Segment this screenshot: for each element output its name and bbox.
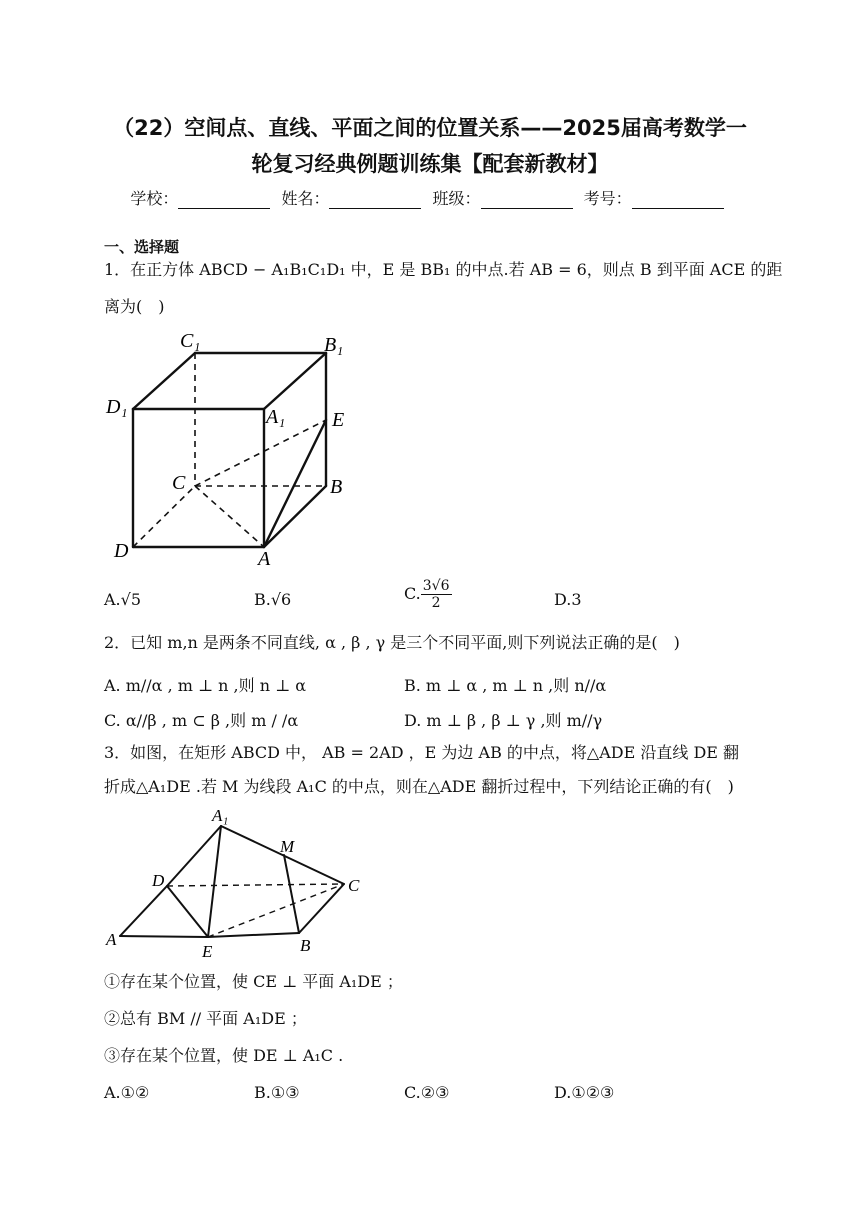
q3-stem-line-1: 3．如图，在矩形 ABCD 中， AB = 2AD ，E 为边 AB 的中点，将△ADE 沿直线 DE 翻 bbox=[104, 743, 740, 762]
label-c: C bbox=[348, 876, 360, 895]
fraction-denominator: 2 bbox=[431, 595, 441, 611]
label-a: A bbox=[258, 548, 271, 570]
q2-option-a[interactable]: A. m//α , m ⊥ n ,则 n ⊥ α bbox=[104, 676, 307, 695]
q3-option-a[interactable]: A.①② bbox=[104, 1083, 150, 1102]
label-d: D bbox=[152, 871, 165, 890]
section-heading: 一、选择题 bbox=[104, 238, 180, 256]
q3-statement-1: ①存在某个位置，使 CE ⊥ 平面 A₁DE ； bbox=[104, 972, 403, 991]
label-d1: D₁ bbox=[106, 396, 128, 418]
q1-option-c[interactable] bbox=[404, 578, 452, 611]
q3-option-d[interactable]: D.①②③ bbox=[554, 1083, 615, 1102]
class-label: 班级： bbox=[432, 189, 481, 208]
q1-option-d[interactable]: D.3 bbox=[554, 590, 582, 609]
number-label: 考号： bbox=[583, 189, 632, 208]
name-label: 姓名： bbox=[281, 189, 330, 208]
q3-option-b[interactable]: B.①③ bbox=[254, 1083, 300, 1102]
label-b: B bbox=[330, 476, 343, 498]
name-blank[interactable] bbox=[329, 194, 421, 209]
school-blank[interactable] bbox=[178, 194, 270, 209]
label-e: E bbox=[202, 942, 213, 961]
label-a1: A₁ bbox=[212, 806, 229, 825]
label-b: B bbox=[300, 936, 311, 955]
q2-stem: 2．已知 m,n 是两条不同直线, α , β , γ 是三个不同平面,则下列说法正确的是( ) bbox=[104, 633, 680, 652]
fraction-numerator: 3√6 bbox=[422, 578, 450, 594]
q2-option-d[interactable]: D. m ⊥ β , β ⊥ γ ,则 m//γ bbox=[404, 711, 603, 730]
student-info-line bbox=[0, 186, 860, 209]
label-d: D bbox=[114, 540, 129, 562]
q1-option-b[interactable]: B.√6 bbox=[254, 590, 292, 609]
q1-option-c-prefix: C. bbox=[404, 584, 421, 603]
number-blank[interactable] bbox=[632, 194, 724, 209]
q1-stem-line-2: 离为( ) bbox=[104, 297, 165, 316]
q1-stem-line-1: 1．在正方体 ABCD − A₁B₁C₁D₁ 中，E 是 BB₁ 的中点.若 AB = 6，则点 B 到平面 ACE 的距 bbox=[104, 260, 783, 279]
title-line-1: （22）空间点、直线、平面之间的位置关系——2025届高考数学一 bbox=[113, 116, 747, 140]
class-blank[interactable] bbox=[481, 194, 573, 209]
q3-option-c[interactable]: C.②③ bbox=[404, 1083, 450, 1102]
label-c: C bbox=[172, 472, 186, 494]
q2-option-b[interactable]: B. m ⊥ α , m ⊥ n ,则 n//α bbox=[404, 676, 607, 695]
q1-option-c-fraction bbox=[421, 578, 452, 611]
q3-stem-line-2: 折成△A₁DE .若 M 为线段 A₁C 的中点，则在△ADE 翻折过程中，下列结论正确的有( ) bbox=[104, 777, 734, 796]
label-a: A bbox=[106, 930, 117, 949]
cube-figure bbox=[100, 325, 370, 570]
label-e: E bbox=[332, 409, 345, 431]
school-label: 学校： bbox=[130, 189, 179, 208]
label-b1: B₁ bbox=[324, 334, 344, 356]
label-a1: A₁ bbox=[266, 406, 286, 428]
title-line-2: 轮复习经典例题训练集【配套新教材】 bbox=[251, 152, 609, 176]
label-m: M bbox=[280, 837, 295, 856]
q1-option-a[interactable]: A.√5 bbox=[104, 590, 142, 609]
label-c1: C₁ bbox=[180, 330, 201, 352]
q2-option-c[interactable]: C. α//β , m ⊂ β ,则 m / /α bbox=[104, 711, 299, 730]
q3-statement-3: ③存在某个位置，使 DE ⊥ A₁C . bbox=[104, 1046, 344, 1065]
folding-figure bbox=[100, 805, 380, 965]
q3-statement-2: ②总有 BM // 平面 A₁DE ； bbox=[104, 1009, 307, 1028]
